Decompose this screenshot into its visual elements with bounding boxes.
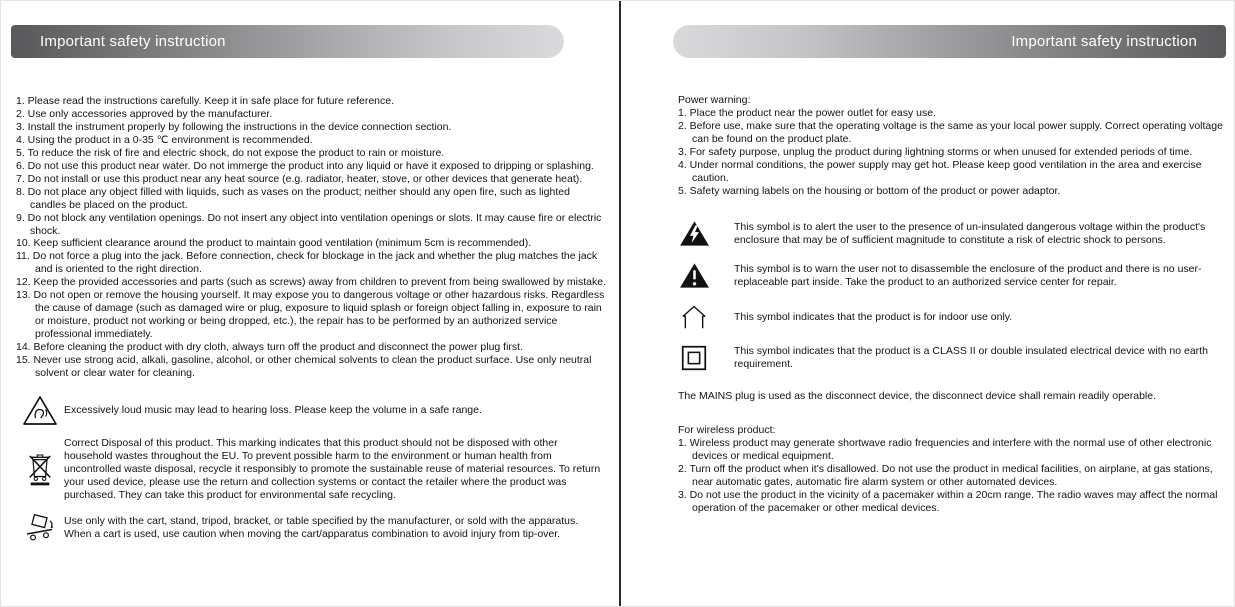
power-warning-item: 1. Place the product near the power outlet for easy use. [678,107,936,120]
wireless-list [678,437,1224,515]
safety-instructions-list [16,95,608,543]
symbol-text: This symbol is to alert the user to the presence of un-insulated dangerous voltage within the product's enclosure that may be of sufficient magnitude to constitute a risk of electric shock to persons. [734,220,1206,246]
instruction-item: 4. Using the product in a 0-35 ℃ environment is recommended. [16,133,313,146]
symbol-row [678,220,1224,247]
right-page-body [678,94,1224,515]
lightning-triangle-icon [678,220,710,247]
power-warning-list [678,107,1224,198]
power-warning-title: Power warning: [678,94,751,106]
left-header-title: Important safety instruction [40,33,226,50]
exclamation-triangle-icon [678,262,710,289]
symbol-row [678,304,1224,330]
instruction-item: 14. Before cleaning the product with dry cloth, always turn off the product and disconnect the power plug first. [16,341,524,354]
notice-row [16,395,608,426]
symbol-legend [678,220,1224,371]
right-header-title: Important safety instruction [1011,33,1197,50]
notice-text: Use only with the cart, stand, tripod, bracket, or table specified by the manufacturer, or sold with the apparatus. When a cart is used, use caution when moving the cart/apparatus combination to avoid injury from tip-over. [64,514,579,540]
power-warning-item: 3. For safety purpose, unplug the product during lightning storms or when unused for extended periods of time. [678,146,1193,159]
cart-tipover-warning-icon [16,513,64,543]
symbol-text: This symbol indicates that the product is for indoor use only. [734,310,1013,323]
wireless-title: For wireless product: [678,424,776,437]
instruction-item: 12. Keep the provided accessories and parts (such as screws) away from children to prevent from being swallowed by mistake. [16,276,607,289]
instruction-item: 1. Please read the instructions carefully. Keep it in safe place for future reference. [16,95,395,107]
notice-text: Excessively loud music may lead to hearing loss. Please keep the volume in a safe range. [64,403,482,416]
page-divider [619,1,621,607]
wireless-item: 1. Wireless product may generate shortwave radio frequencies and interfere with the normal use of other electronic devices or medical equipment. [678,437,1212,463]
instruction-item: 7. Do not install or use this product near any heat source (e.g. radiator, heater, stove, or other devices that generate heat). [16,172,583,185]
instruction-item: 9. Do not block any ventilation openings. Do not insert any object into ventilation openings or slots. It may cause fire or electric shock. [16,211,602,237]
instruction-item: 3. Install the instrument properly by following the instructions in the device connection section. [16,120,452,133]
symbol-row [678,262,1224,289]
power-warning-item: 2. Before use, make sure that the operating voltage is the same as your local power supply. Correct operating voltage can be found on the product plate. [678,120,1223,146]
page-right [622,1,1235,606]
weee-crossed-bin-icon [16,452,64,486]
wireless-item: 2. Turn off the product when it's disallowed. Do not use the product in medical facilities, on airplane, at gas stations, near automatic gates, automatic fire alarm system or other automated devices. [678,463,1213,489]
wireless-item: 3. Do not use the product in the vicinity of a pacemaker within a 20cm range. The radio waves may affect the normal operation of the pacemaker or other medical devices. [678,489,1218,515]
symbol-row [678,345,1224,371]
indoor-use-house-icon [678,304,710,330]
notice-row [16,513,608,543]
instruction-item: 11. Do not force a plug into the jack. Before connection, check for blockage in the jack and whether the plug matches the jack and is oriented to the right direction. [16,250,598,276]
instruction-item: 13. Do not open or remove the housing yourself. It may expose you to dangerous voltage or other hazardous risks. Regardless the cause of damage (such as damaged wire or plug, exposure to liquid splash or foreign object falling in, exposure to rain or moisture, product not working or being dropped, etc.), the repair has to be performed by an authorized service professional immediately. [16,289,605,341]
notice-text: Correct Disposal of this product. This marking indicates that this product should not be disposed with other household wastes throughout the EU. To prevent possible harm to the environment or human health from uncontrolled waste disposal, recycle it responsibly to promote the sustainable reuse of material resources. To return your used device, please use the return and collection systems or contact the retailer where the product was purchased. They can take this product for environmental safe recycling. [64,436,601,501]
instruction-item: 15. Never use strong acid, alkali, gasoline, alcohol, or other chemical solvents to clean the product surface. Use only neutral solvent or clear water for cleaning. [16,354,592,380]
symbol-text: This symbol indicates that the product is a CLASS II or double insulated electrical device with no earth requirement. [734,345,1208,371]
page-left [1,1,620,606]
class-ii-double-square-icon [678,345,710,371]
power-warning-item: 5. Safety warning labels on the housing or bottom of the product or power adaptor. [678,185,1061,198]
instruction-item: 6. Do not use this product near water. Do not immerge the product into any liquid or have it exposed to dripping or splashing. [16,159,594,172]
mains-note: The MAINS plug is used as the disconnect device, the disconnect device shall remain readily operable. [678,390,1157,403]
hearing-warning-icon [16,395,64,426]
notice-row [16,437,608,502]
symbol-text: This symbol is to warn the user not to disassemble the enclosure of the product and there is no user-replaceable part inside. Take the product to an authorized service center for repair. [734,262,1202,288]
instruction-item: 2. Use only accessories approved by the manufacturer. [16,107,273,120]
notice-list [16,395,608,543]
instruction-item: 5. To reduce the risk of fire and electric shock, do not expose the product to rain or moisture. [16,146,445,159]
instruction-item: 8. Do not place any object filled with liquids, such as vases on the product; neither should any open fire, such as lighted candles be placed on the product. [16,185,570,211]
instruction-item: 10. Keep sufficient clearance around the product to maintain good ventilation (minimum 5cm is recommended). [16,237,532,250]
left-header-banner [11,25,564,58]
right-header-banner [673,25,1226,58]
power-warning-item: 4. Under normal conditions, the power supply may get hot. Please keep good ventilation in the area and exercise caution. [678,159,1202,185]
